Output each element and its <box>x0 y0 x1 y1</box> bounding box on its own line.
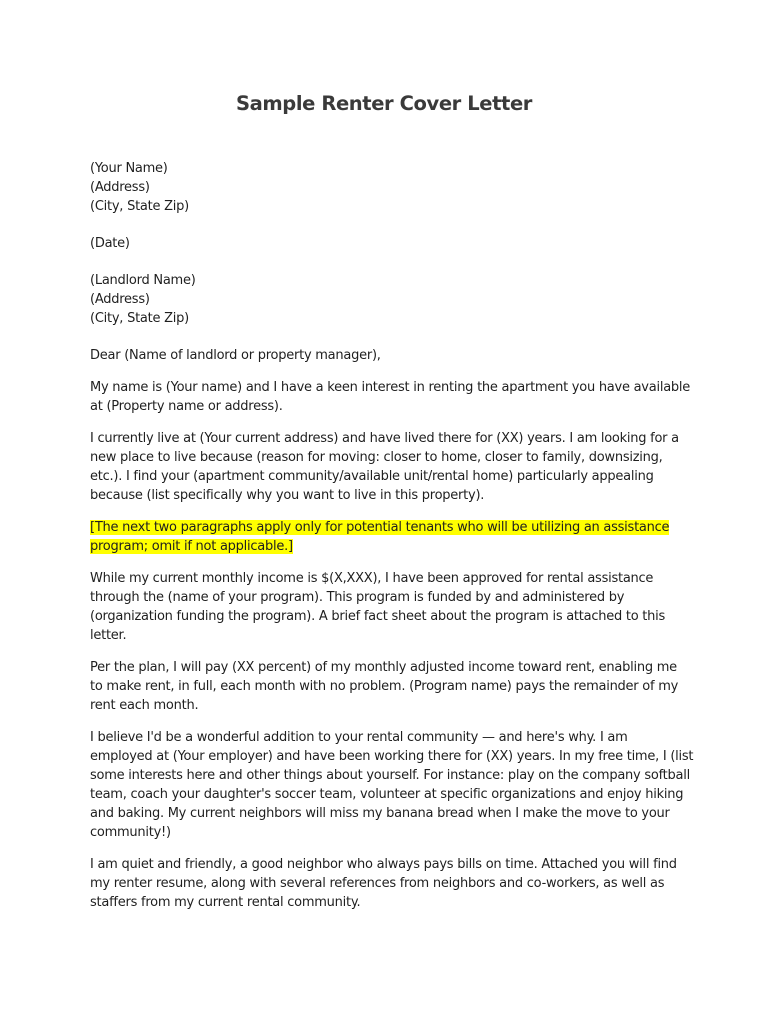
document-title: Sample Renter Cover Letter <box>235 92 533 115</box>
recipient-name: (Landlord Name) <box>90 273 196 288</box>
paragraph-line: because (list specifically why you want to live in this property). <box>90 488 485 503</box>
salutation-text: Dear (Name of landlord or property manager), <box>90 348 381 363</box>
paragraph-line: my renter resume, along with several references from neighbors and co-workers, as well as <box>90 876 665 891</box>
paragraph-line: Per the plan, I will pay (XX percent) of my monthly adjusted income toward rent, enabling me <box>90 660 677 675</box>
paragraph-line: staffers from my current rental community. <box>90 895 361 910</box>
salutation <box>90 346 690 365</box>
paragraph-about <box>90 728 694 842</box>
paragraph-line: at (Property name or address). <box>90 399 283 414</box>
paragraph-line: employed at (Your employer) and have been working there for (XX) years. In my free time, I (list <box>90 749 694 764</box>
sender-block <box>90 159 690 216</box>
paragraph-line: I am quiet and friendly, a good neighbor who always pays bills on time. Attached you will find <box>90 857 677 872</box>
paragraph-line: I currently live at (Your current address) and have lived there for (XX) years. I am looking for a <box>90 431 679 446</box>
date-block <box>90 234 690 253</box>
paragraph-line: While my current monthly income is $(X,XXX), I have been approved for rental assistance <box>90 571 654 586</box>
highlighted-note-line: [The next two paragraphs apply only for potential tenants who will be utilizing an assistance <box>90 520 670 535</box>
paragraph-closing <box>90 855 690 912</box>
sender-name: (Your Name) <box>90 161 168 176</box>
recipient-address: (Address) <box>90 292 150 307</box>
sender-city: (City, State Zip) <box>90 199 189 214</box>
paragraph-line: I believe I'd be a wonderful addition to your rental community — and here's why. I am <box>90 730 628 745</box>
paragraph-current <box>90 429 690 505</box>
paragraph-line: through the (name of your program). This program is funded by and administered by <box>90 590 625 605</box>
paragraph-plan <box>90 658 690 715</box>
paragraph-line: letter. <box>90 628 127 643</box>
paragraph-line: My name is (Your name) and I have a keen interest in renting the apartment you have available <box>90 380 691 395</box>
paragraph-income <box>90 569 690 645</box>
paragraph-line: community!) <box>90 825 171 840</box>
paragraph-line: to make rent, in full, each month with no problem. (Program name) pays the remainder of my <box>90 679 679 694</box>
paragraph-line: some interests here and other things about yourself. For instance: play on the company softball <box>90 768 690 783</box>
paragraph-note-highlighted <box>90 518 690 556</box>
paragraph-intro <box>90 378 690 416</box>
highlighted-note-line: program; omit if not applicable.] <box>90 539 293 554</box>
sender-address: (Address) <box>90 180 150 195</box>
paragraph-line: rent each month. <box>90 698 199 713</box>
letter-date: (Date) <box>90 236 130 251</box>
paragraph-line: new place to live because (reason for moving: closer to home, closer to family, downsizing, <box>90 450 663 465</box>
paragraph-line: and baking. My current neighbors will miss my banana bread when I make the move to your <box>90 806 670 821</box>
paragraph-line: (organization funding the program). A brief fact sheet about the program is attached to this <box>90 609 666 624</box>
recipient-block <box>90 271 690 328</box>
paragraph-line: team, coach your daughter's soccer team, volunteer at specific organizations and enjoy hiking <box>90 787 684 802</box>
recipient-city: (City, State Zip) <box>90 311 189 326</box>
letter-body <box>90 159 694 925</box>
paragraph-line: etc.). I find your (apartment community/available unit/rental home) particularly appealing <box>90 469 654 484</box>
